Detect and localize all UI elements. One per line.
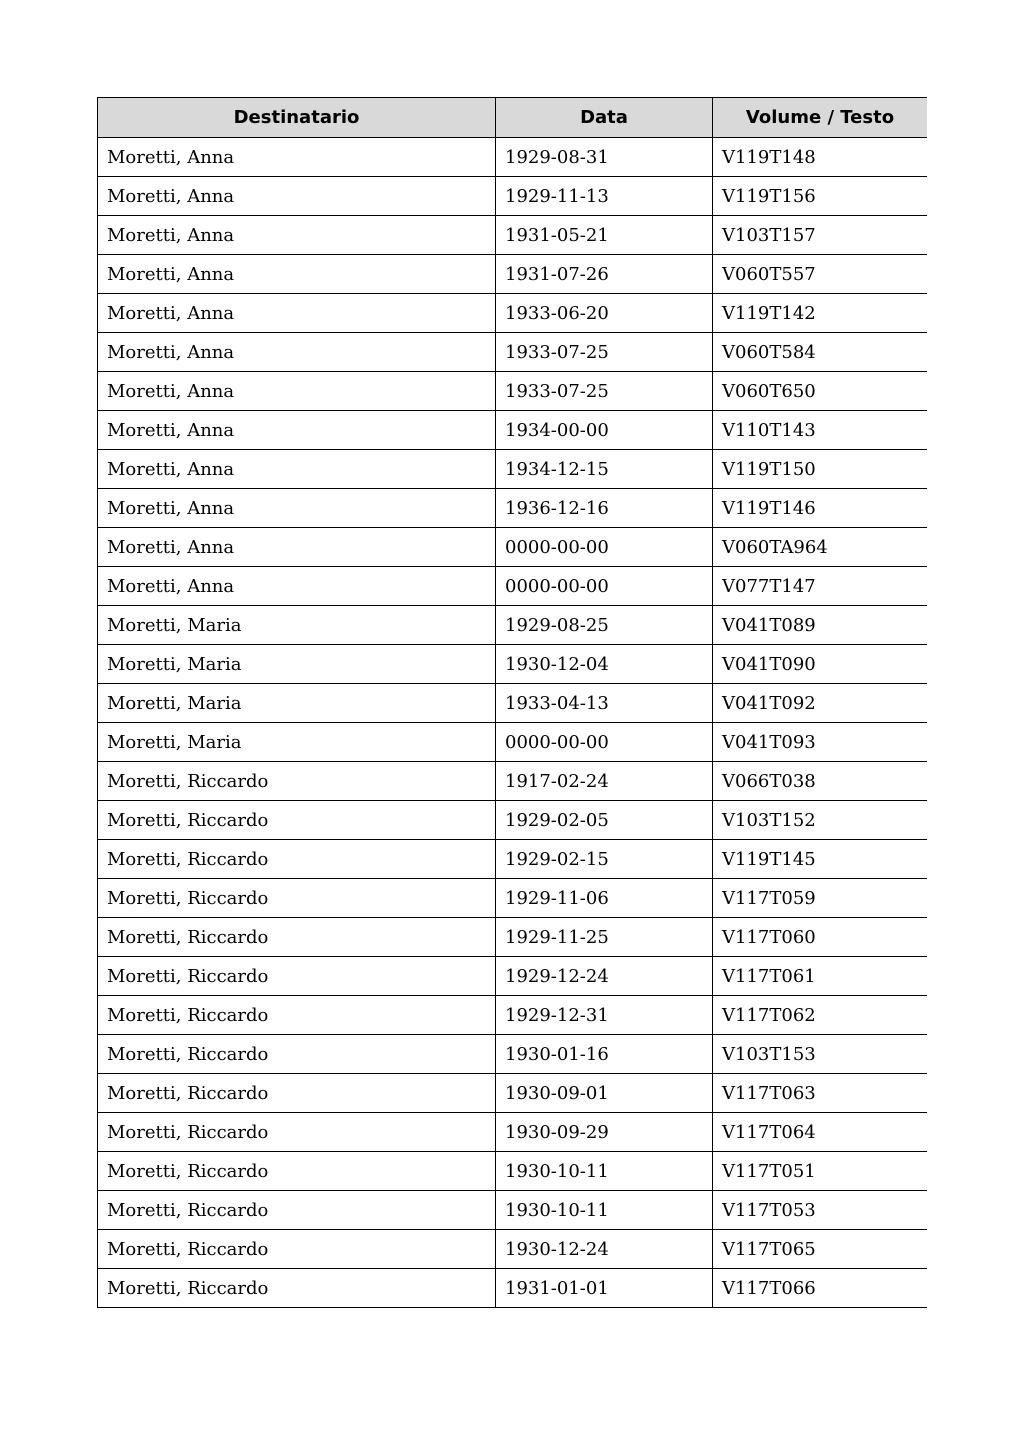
cell-volume-testo: V103T152 <box>713 801 928 840</box>
table-row <box>98 957 928 996</box>
cell-data: 1933-07-25 <box>496 333 713 372</box>
cell-destinatario: Moretti, Maria <box>98 684 496 723</box>
letters-table-container <box>97 97 927 1312</box>
cell-volume-testo: V041T092 <box>713 684 928 723</box>
cell-data: 1929-12-24 <box>496 957 713 996</box>
cell-volume-testo: V119T150 <box>713 450 928 489</box>
table-row <box>98 1269 928 1308</box>
table-row <box>98 177 928 216</box>
cell-destinatario: Moretti, Anna <box>98 255 496 294</box>
table-row <box>98 489 928 528</box>
cell-volume-testo: V041T093 <box>713 723 928 762</box>
table-row <box>98 1152 928 1191</box>
table-row <box>98 255 928 294</box>
cell-data: 1931-05-21 <box>496 216 713 255</box>
cell-data: 1930-12-24 <box>496 1230 713 1269</box>
cell-destinatario: Moretti, Riccardo <box>98 801 496 840</box>
cell-data: 1934-12-15 <box>496 450 713 489</box>
cell-data: 1929-02-05 <box>496 801 713 840</box>
cell-data: 1929-08-25 <box>496 606 713 645</box>
cell-destinatario: Moretti, Riccardo <box>98 1191 496 1230</box>
cell-destinatario: Moretti, Anna <box>98 372 496 411</box>
cell-destinatario: Moretti, Riccardo <box>98 918 496 957</box>
cell-destinatario: Moretti, Anna <box>98 411 496 450</box>
cell-volume-testo: V041T090 <box>713 645 928 684</box>
cell-volume-testo: V117T061 <box>713 957 928 996</box>
cell-destinatario: Moretti, Anna <box>98 567 496 606</box>
table-row <box>98 138 928 177</box>
table-row <box>98 411 928 450</box>
table-row <box>98 1191 928 1230</box>
cell-destinatario: Moretti, Anna <box>98 333 496 372</box>
cell-volume-testo: V060T557 <box>713 255 928 294</box>
cell-destinatario: Moretti, Maria <box>98 606 496 645</box>
cell-destinatario: Moretti, Anna <box>98 138 496 177</box>
table-row <box>98 333 928 372</box>
cell-destinatario: Moretti, Anna <box>98 489 496 528</box>
table-row <box>98 216 928 255</box>
cell-destinatario: Moretti, Riccardo <box>98 1230 496 1269</box>
table-row <box>98 762 928 801</box>
cell-data: 1933-04-13 <box>496 684 713 723</box>
table-header <box>98 98 928 138</box>
cell-volume-testo: V041T089 <box>713 606 928 645</box>
cell-data: 1917-02-24 <box>496 762 713 801</box>
cell-volume-testo: V117T059 <box>713 879 928 918</box>
cell-volume-testo: V119T145 <box>713 840 928 879</box>
cell-volume-testo: V117T065 <box>713 1230 928 1269</box>
table-row <box>98 528 928 567</box>
cell-data: 1929-11-13 <box>496 177 713 216</box>
cell-data: 1929-12-31 <box>496 996 713 1035</box>
cell-volume-testo: V117T053 <box>713 1191 928 1230</box>
cell-data: 1929-02-15 <box>496 840 713 879</box>
cell-volume-testo: V117T060 <box>713 918 928 957</box>
table-row <box>98 1035 928 1074</box>
cell-volume-testo: V060T650 <box>713 372 928 411</box>
cell-destinatario: Moretti, Riccardo <box>98 1074 496 1113</box>
table-row <box>98 450 928 489</box>
table-row <box>98 1113 928 1152</box>
cell-destinatario: Moretti, Riccardo <box>98 762 496 801</box>
table-row <box>98 1074 928 1113</box>
table-row <box>98 294 928 333</box>
cell-destinatario: Moretti, Anna <box>98 528 496 567</box>
table-row <box>98 723 928 762</box>
cell-destinatario: Moretti, Anna <box>98 216 496 255</box>
table-row <box>98 684 928 723</box>
cell-volume-testo: V117T064 <box>713 1113 928 1152</box>
table-row <box>98 840 928 879</box>
cell-destinatario: Moretti, Anna <box>98 294 496 333</box>
cell-data: 1930-01-16 <box>496 1035 713 1074</box>
cell-data: 0000-00-00 <box>496 567 713 606</box>
cell-volume-testo: V117T062 <box>713 996 928 1035</box>
cell-volume-testo: V119T156 <box>713 177 928 216</box>
table-body <box>98 138 928 1308</box>
cell-destinatario: Moretti, Maria <box>98 645 496 684</box>
cell-destinatario: Moretti, Maria <box>98 723 496 762</box>
cell-data: 1931-07-26 <box>496 255 713 294</box>
table-row <box>98 918 928 957</box>
cell-data: 1934-00-00 <box>496 411 713 450</box>
cell-data: 1933-07-25 <box>496 372 713 411</box>
cell-destinatario: Moretti, Anna <box>98 177 496 216</box>
cell-volume-testo: V066T038 <box>713 762 928 801</box>
cell-volume-testo: V117T051 <box>713 1152 928 1191</box>
table-row <box>98 606 928 645</box>
cell-data: 1929-08-31 <box>496 138 713 177</box>
cell-data: 1933-06-20 <box>496 294 713 333</box>
cell-destinatario: Moretti, Riccardo <box>98 996 496 1035</box>
cell-data: 1930-09-29 <box>496 1113 713 1152</box>
cell-data: 1929-11-06 <box>496 879 713 918</box>
cell-destinatario: Moretti, Riccardo <box>98 1035 496 1074</box>
column-header-data: Data <box>496 98 713 138</box>
cell-data: 1930-12-04 <box>496 645 713 684</box>
table-row <box>98 567 928 606</box>
column-header-destinatario: Destinatario <box>98 98 496 138</box>
cell-destinatario: Moretti, Riccardo <box>98 1152 496 1191</box>
cell-volume-testo: V077T147 <box>713 567 928 606</box>
table-row <box>98 801 928 840</box>
cell-data: 1936-12-16 <box>496 489 713 528</box>
column-header-volume-testo: Volume / Testo <box>713 98 928 138</box>
table-row <box>98 1230 928 1269</box>
cell-volume-testo: V117T066 <box>713 1269 928 1308</box>
cell-volume-testo: V117T063 <box>713 1074 928 1113</box>
table-row <box>98 996 928 1035</box>
table-row <box>98 879 928 918</box>
cell-volume-testo: V103T157 <box>713 216 928 255</box>
letters-table <box>97 97 927 1308</box>
cell-data: 0000-00-00 <box>496 723 713 762</box>
cell-destinatario: Moretti, Riccardo <box>98 1113 496 1152</box>
cell-volume-testo: V119T142 <box>713 294 928 333</box>
cell-data: 1930-10-11 <box>496 1191 713 1230</box>
cell-data: 1930-10-11 <box>496 1152 713 1191</box>
header-row <box>98 98 928 138</box>
cell-data: 1929-11-25 <box>496 918 713 957</box>
cell-volume-testo: V110T143 <box>713 411 928 450</box>
cell-data: 1931-01-01 <box>496 1269 713 1308</box>
cell-data: 1930-09-01 <box>496 1074 713 1113</box>
table-row <box>98 372 928 411</box>
cell-destinatario: Moretti, Riccardo <box>98 840 496 879</box>
cell-destinatario: Moretti, Riccardo <box>98 957 496 996</box>
table-row <box>98 645 928 684</box>
cell-data: 0000-00-00 <box>496 528 713 567</box>
cell-destinatario: Moretti, Riccardo <box>98 1269 496 1308</box>
cell-volume-testo: V060T584 <box>713 333 928 372</box>
cell-volume-testo: V119T146 <box>713 489 928 528</box>
cell-volume-testo: V060TA964 <box>713 528 928 567</box>
cell-volume-testo: V119T148 <box>713 138 928 177</box>
cell-destinatario: Moretti, Riccardo <box>98 879 496 918</box>
cell-destinatario: Moretti, Anna <box>98 450 496 489</box>
cell-volume-testo: V103T153 <box>713 1035 928 1074</box>
